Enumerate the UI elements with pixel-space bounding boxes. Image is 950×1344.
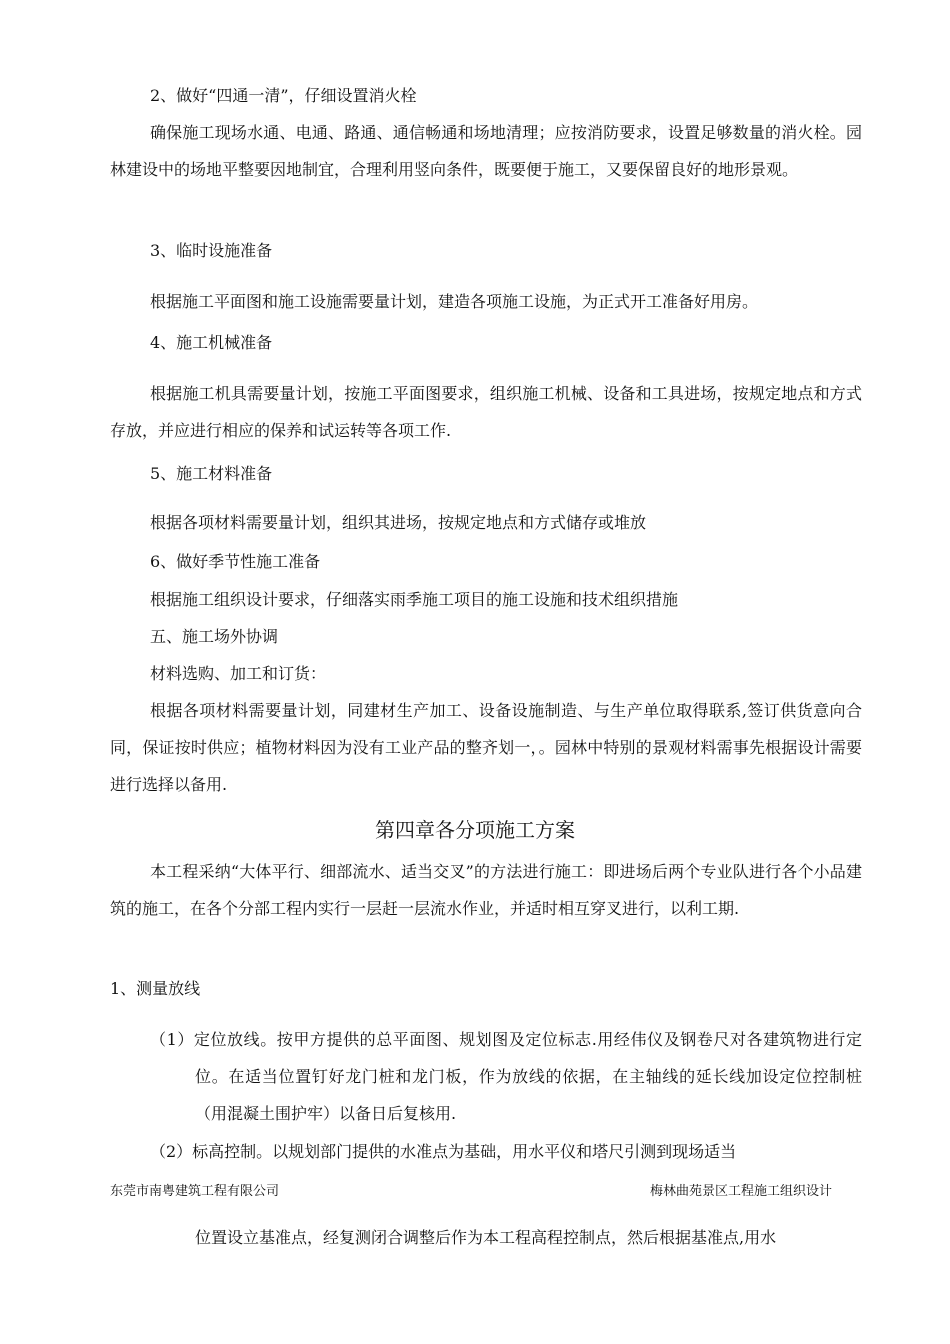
paragraph-procurement: 根据各项材料需要量计划，同建材生产加工、设备设施制造、与生产单位取得联系,签订供货意向合同，保证按时供应；植物材料因为没有工业产品的整齐划一，。园林中特别的景观材料需事先根据设计需要进行选择以备用. — [110, 701, 862, 794]
heading-materials: 5、施工材料准备 — [150, 464, 273, 483]
item-elevation: （2）标高控制。以规划部门提供的水准点为基础，用水平仪和塔尺引测到现场适当 — [150, 1142, 737, 1161]
next-page-continuation: 位置设立基准点，经复测闭合调整后作为本工程高程控制点，然后根据基准点,用水 — [195, 1228, 777, 1247]
paragraph-seasonal: 根据施工组织设计要求，仔细落实雨季施工项目的施工设施和技术组织措施 — [150, 590, 679, 609]
paragraph-machinery: 根据施工机具需要量计划，按施工平面图要求，组织施工机械、设备和工具进场，按规定地点和方式存放，并应进行相应的保养和试运转等各项工作. — [110, 384, 862, 440]
heading-machinery: 4、施工机械准备 — [150, 333, 273, 352]
heading-procurement: 材料选购、加工和订货： — [150, 664, 327, 683]
heading-external-coordination: 五、施工场外协调 — [150, 627, 279, 646]
heading-seasonal: 6、做好季节性施工准备 — [150, 552, 321, 571]
footer-company: 东莞市南粤建筑工程有限公司 — [110, 1184, 280, 1199]
heading-four-connections: 2、做好“四通一清”，仔细设置消火栓 — [150, 86, 417, 105]
heading-survey: 1、测量放线 — [110, 979, 201, 998]
item-positioning: （1）定位放线。按甲方提供的总平面图、规划图及定位标志.用经伟仪及钢卷尺对各建筑物进行定位。在适当位置钉好龙门桩和龙门板，作为放线的依据，在主轴线的延长线加设定位控制桩（用混凝土围护牢）以备日后复核用. — [150, 1030, 862, 1123]
paragraph-four-connections: 确保施工现场水通、电通、路通、通信畅通和场地清理；应按消防要求，设置足够数量的消火栓。园林建设中的场地平整要因地制宜，合理利用竖向条件，既要便于施工，又要保留良好的地形景观。 — [110, 123, 862, 179]
chapter-intro: 本工程采纳“大体平行、细部流水、适当交叉”的方法进行施工：即进场后两个专业队进行各个小品建筑的施工，在各个分部工程内实行一层赶一层流水作业，并适时相互穿叉进行，以利工期. — [110, 862, 862, 918]
paragraph-temporary-facilities: 根据施工平面图和施工设施需要量计划，建造各项施工设施，为正式开工准备好用房。 — [150, 292, 759, 311]
heading-temporary-facilities: 3、临时设施准备 — [150, 241, 273, 260]
chapter-title: 第四章各分项施工方案 — [375, 818, 575, 842]
footer-project: 梅林曲苑景区工程施工组织设计 — [650, 1184, 833, 1199]
paragraph-materials: 根据各项材料需要量计划，组织其进场，按规定地点和方式储存或堆放 — [150, 513, 647, 532]
